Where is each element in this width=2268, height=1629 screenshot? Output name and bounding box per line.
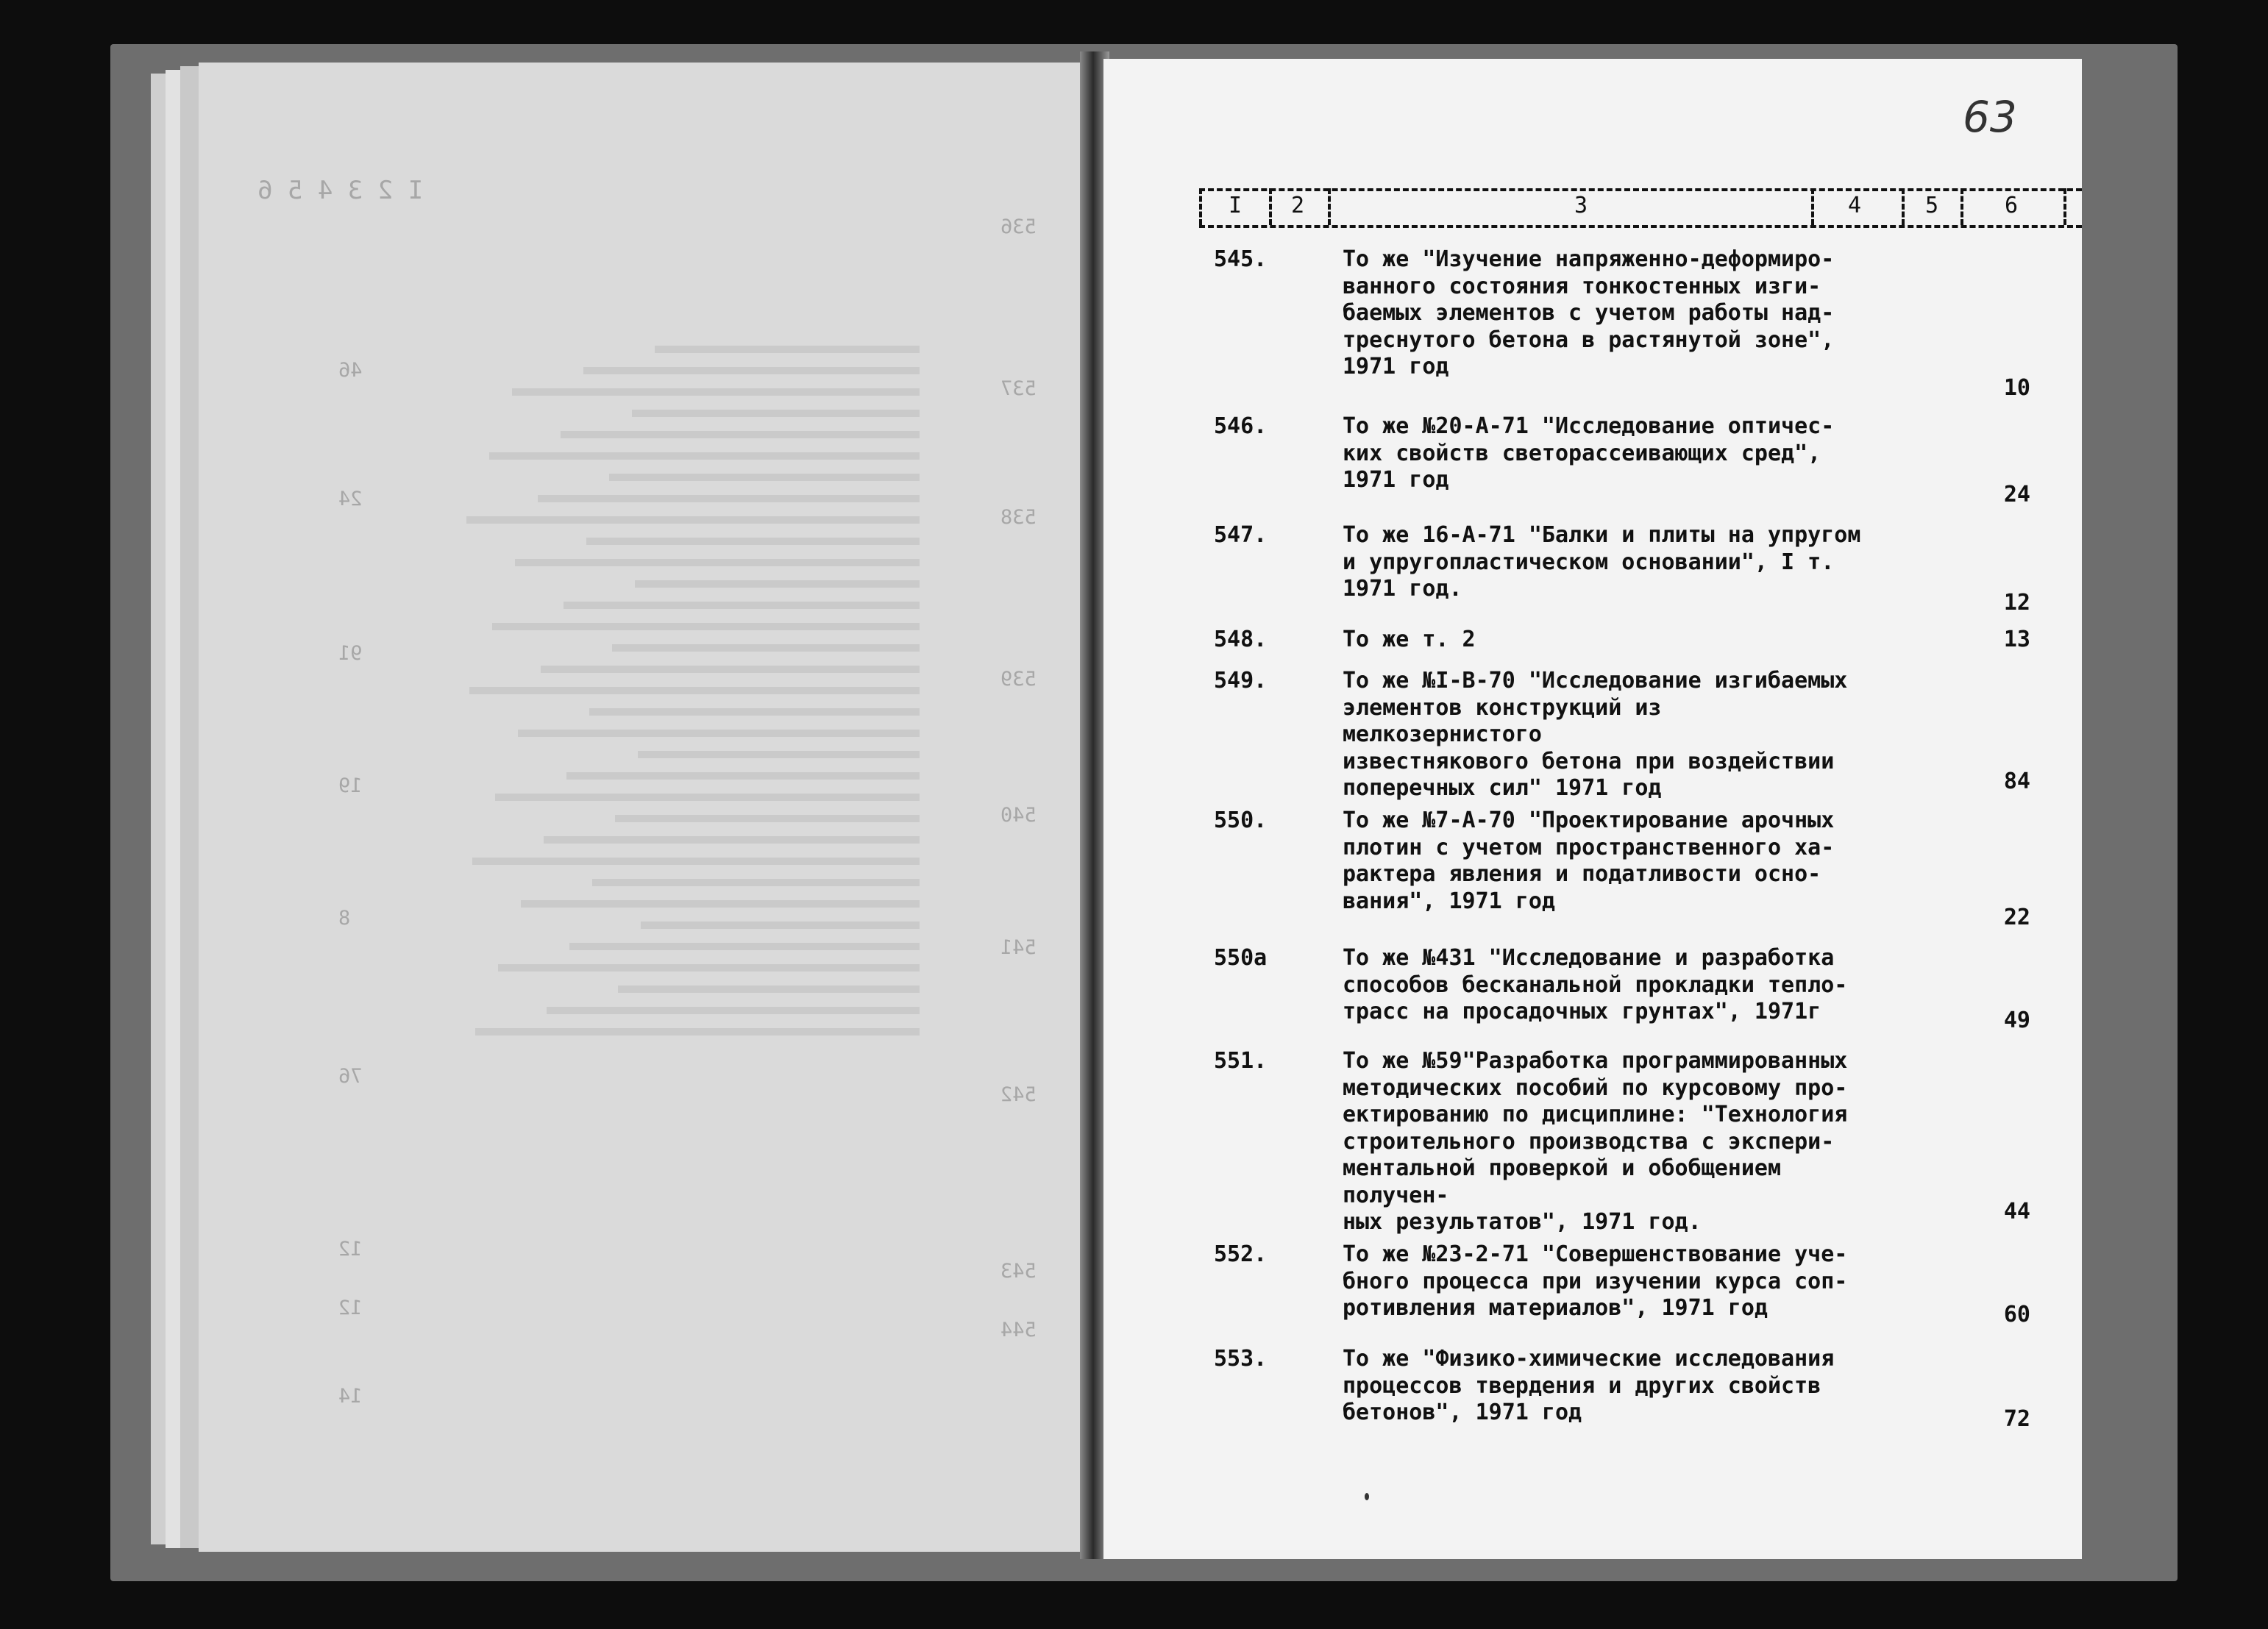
bleed-through-number: 537 bbox=[1000, 377, 1037, 400]
column-header-3: 3 bbox=[1574, 193, 1588, 218]
right-page bbox=[1103, 59, 2082, 1559]
bleed-through-line bbox=[561, 431, 920, 438]
entry-value: 44 bbox=[2003, 1199, 2030, 1225]
table-header-bottom-rule bbox=[1199, 225, 2082, 228]
bleed-through-line bbox=[589, 708, 920, 716]
bleed-through-line bbox=[638, 751, 920, 758]
bleed-through-line bbox=[518, 730, 920, 737]
bleed-through-line bbox=[547, 1007, 920, 1014]
column-header-5: 5 bbox=[1925, 193, 1939, 218]
bleed-through-line bbox=[475, 1028, 920, 1035]
entry-value: 60 bbox=[2003, 1302, 2030, 1327]
bleed-through-text bbox=[449, 261, 920, 1452]
entry-number: 550. bbox=[1214, 808, 1268, 833]
entry-title: То же №23-2-71 "Совершенствование уче- бного процесса при изучении курса соп- ротивления материалов", 1971 год bbox=[1343, 1241, 1848, 1321]
bleed-through-value: 8 bbox=[338, 907, 351, 930]
entry-value: 24 bbox=[2003, 482, 2030, 507]
entry-number: 547. bbox=[1214, 522, 1268, 548]
column-separator bbox=[1960, 188, 1963, 225]
bleed-through-number: 536 bbox=[1000, 215, 1037, 238]
bleed-through-line bbox=[521, 900, 920, 908]
bleed-through-number: 538 bbox=[1000, 506, 1037, 529]
entry-number: 549. bbox=[1214, 668, 1268, 694]
bleed-through-line bbox=[609, 474, 920, 481]
bleed-through-line bbox=[495, 794, 920, 801]
column-header-2: 2 bbox=[1291, 193, 1305, 218]
entry-number: 545. bbox=[1214, 246, 1268, 272]
entry-value: 49 bbox=[2003, 1008, 2030, 1033]
bleed-through-value: 76 bbox=[338, 1065, 363, 1088]
bleed-through-line bbox=[632, 410, 920, 417]
entry-title: То же №7-А-70 "Проектирование арочных плотин с учетом пространственного ха- рактера явления и податливости осно- вания", 1971 год bbox=[1343, 808, 1835, 914]
bleed-through-line bbox=[498, 964, 920, 972]
bleed-through-line bbox=[583, 367, 920, 374]
bleed-through-number: 541 bbox=[1000, 936, 1037, 959]
entry-title: То же №59"Разработка программированных методических пособий по курсовому про- ектированию по дисциплине: "Технология строительного производства с экспери- ментальной проверкой и обобщением получен- ных результатов", 1971 год. bbox=[1343, 1048, 1848, 1235]
column-separator bbox=[1269, 188, 1272, 225]
bleed-through-number: 539 bbox=[1000, 668, 1037, 691]
column-separator bbox=[1199, 188, 1202, 225]
entry-title: То же "Физико-химические исследования процессов твердения и других свойств бетонов", 1971 год bbox=[1343, 1346, 1835, 1425]
bleed-through-number: 544 bbox=[1000, 1319, 1037, 1341]
page-number: 63 bbox=[1963, 92, 2017, 142]
entry-title: То же №20-А-71 "Исследование оптичес- ких свойств светорассеивающих сред", 1971 год bbox=[1343, 413, 1835, 493]
bleed-through-line bbox=[641, 922, 920, 929]
bleed-through-line bbox=[566, 772, 920, 780]
entry-title: То же "Изучение напряженно-деформиро- ванного состояния тонкостенных изги- баемых элементов с учетом работы над- треснутого бетона в растянутой зоне", 1971 год bbox=[1343, 246, 1835, 379]
bleed-through-line bbox=[469, 687, 920, 694]
entry-value: 84 bbox=[2003, 769, 2030, 794]
ink-speck bbox=[1365, 1493, 1369, 1500]
bleed-through-line bbox=[635, 580, 920, 588]
entry-title: То же №I-В-70 "Исследование изгибаемых элементов конструкций из мелкозернистого известнякового бетона при воздействии поперечных сил" 1971 год bbox=[1343, 668, 1848, 801]
entry-number: 553. bbox=[1214, 1346, 1268, 1372]
column-separator bbox=[2063, 188, 2066, 225]
entry-number: 551. bbox=[1214, 1048, 1268, 1074]
entry-value: 12 bbox=[2003, 590, 2030, 616]
column-separator bbox=[1902, 188, 1905, 225]
column-header-6: 6 bbox=[2005, 193, 2019, 218]
bleed-through-value: 14 bbox=[338, 1385, 363, 1408]
bleed-through-number: 540 bbox=[1000, 804, 1037, 827]
bleed-through-line bbox=[655, 346, 920, 353]
table-header-top-rule bbox=[1199, 188, 2082, 191]
bleed-through-line bbox=[492, 623, 920, 630]
entry-value: 72 bbox=[2003, 1406, 2030, 1432]
column-separator bbox=[1328, 188, 1331, 225]
bleed-through-line bbox=[472, 858, 920, 865]
entry-title: То же №431 "Исследование и разработка способов бесканальной прокладки тепло- трасс на просадочных грунтах", 1971г bbox=[1343, 945, 1848, 1024]
bleed-through-line bbox=[564, 602, 920, 609]
bleed-through-value: 12 bbox=[338, 1297, 363, 1319]
bleed-through-line bbox=[544, 836, 920, 844]
column-header-1: I bbox=[1229, 193, 1243, 218]
bleed-through-value: 12 bbox=[338, 1238, 363, 1261]
bleed-through-line bbox=[592, 879, 920, 886]
column-separator bbox=[1811, 188, 1814, 225]
bleed-through-value: 46 bbox=[338, 359, 363, 382]
bleed-through-value: 24 bbox=[338, 488, 363, 510]
entry-number: 548. bbox=[1214, 627, 1268, 652]
entry-value: 13 bbox=[2003, 627, 2030, 652]
entry-title: То же т. 2 bbox=[1343, 627, 1476, 652]
entry-number: 550а bbox=[1214, 945, 1268, 971]
bleed-through-line bbox=[612, 644, 920, 652]
bleed-through-line bbox=[541, 666, 920, 673]
bleed-through-line bbox=[569, 943, 920, 950]
bleed-through-line bbox=[512, 388, 920, 396]
bleed-through-line bbox=[586, 538, 920, 545]
bleed-through-number: 543 bbox=[1000, 1260, 1037, 1283]
entry-value: 22 bbox=[2003, 905, 2030, 930]
column-header-4: 4 bbox=[1848, 193, 1862, 218]
bleed-through-number: 542 bbox=[1000, 1083, 1037, 1106]
bleed-through-header: I 2 3 4 5 6 bbox=[257, 176, 424, 205]
bleed-through-line bbox=[489, 452, 920, 460]
bleed-through-line bbox=[618, 985, 920, 993]
entry-value: 10 bbox=[2003, 375, 2030, 401]
bleed-through-line bbox=[615, 815, 920, 822]
entry-number: 552. bbox=[1214, 1241, 1268, 1267]
entry-number: 546. bbox=[1214, 413, 1268, 439]
left-page bbox=[199, 63, 1085, 1552]
bleed-through-line bbox=[466, 516, 920, 524]
bleed-through-line bbox=[538, 495, 920, 502]
bleed-through-value: 91 bbox=[338, 642, 363, 665]
bleed-through-value: 19 bbox=[338, 774, 363, 797]
entry-title: То же 16-А-71 "Балки и плиты на упругом и упругопластическом основании", I т. 1971 год. bbox=[1343, 522, 1861, 602]
bleed-through-line bbox=[515, 559, 920, 566]
